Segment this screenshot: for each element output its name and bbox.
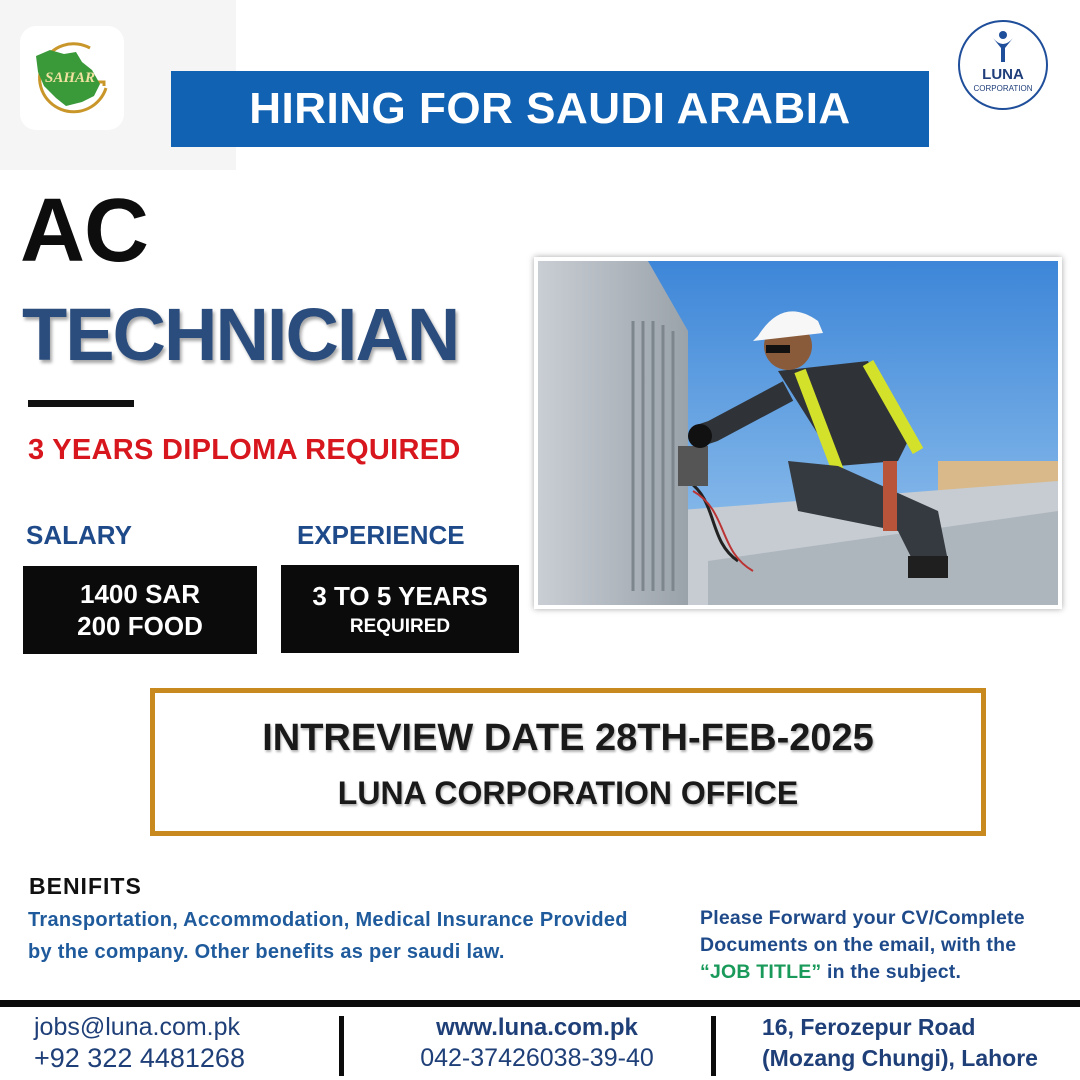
interview-box xyxy=(150,688,986,836)
experience-years: 3 TO 5 YEARS xyxy=(312,580,488,611)
footer-email[interactable]: jobs@luna.com.pk xyxy=(34,1013,241,1041)
footer-address xyxy=(762,1012,1038,1074)
footer-separator xyxy=(711,1016,716,1076)
saudi-map-logo-icon xyxy=(20,26,124,130)
interview-location: LUNA CORPORATION OFFICE xyxy=(337,775,799,811)
title-underline xyxy=(28,400,134,407)
experience-label: EXPERIENCE xyxy=(297,520,465,550)
interview-date: INTREVIEW DATE 28TH-FEB-2025 xyxy=(262,717,874,759)
luna-corporation-logo xyxy=(958,20,1048,110)
luna-logo-sub: CORPORATION xyxy=(973,84,1033,93)
salary-amount: 1400 SAR xyxy=(80,578,200,609)
footer-phone-office[interactable]: 042-37426038-39-40 xyxy=(420,1044,654,1072)
job-title-line2: TECHNICIAN xyxy=(22,293,459,376)
benefits-text: Transportation, Accommodation, Medical Insurance Provided by the company. Other benefits as per saudi law. xyxy=(28,909,628,963)
footer-separator xyxy=(339,1016,344,1076)
cv-instructions-after: in the subject. xyxy=(821,961,962,983)
luna-person-logo-icon xyxy=(991,30,1015,64)
footer-contact xyxy=(34,1012,245,1074)
footer-phone-mobile[interactable]: +92 322 4481268 xyxy=(34,1043,245,1073)
experience-box xyxy=(281,565,519,653)
job-title-highlight: “JOB TITLE” xyxy=(700,961,822,983)
job-title-line1: AC xyxy=(20,181,148,281)
experience-required: REQUIRED xyxy=(349,615,451,637)
hiring-banner: HIRING FOR SAUDI ARABIA xyxy=(171,71,929,147)
technician-photo xyxy=(534,257,1062,609)
salary-label: SALARY xyxy=(26,520,132,550)
diploma-requirement: 3 YEARS DIPLOMA REQUIRED xyxy=(28,434,461,466)
cv-instructions xyxy=(700,905,1070,986)
footer-website[interactable]: www.luna.com.pk xyxy=(436,1014,638,1041)
cv-instructions-before: Please Forward your CV/Complete Documents on the email, with the xyxy=(700,907,1025,956)
footer-address-line1: 16, Ferozepur Road xyxy=(762,1014,976,1040)
footer-web xyxy=(406,1012,668,1074)
benefits-title: BENIFITS xyxy=(29,873,142,899)
salary-food: 200 FOOD xyxy=(77,611,203,641)
technician-photo-illustration xyxy=(538,261,1058,605)
svg-text:SAHAR: SAHAR xyxy=(44,70,96,86)
luna-logo-name: LUNA xyxy=(982,66,1024,83)
footer-divider xyxy=(0,1000,1080,1007)
salary-box xyxy=(23,566,257,654)
footer-address-line2: (Mozang Chungi), Lahore xyxy=(762,1045,1038,1071)
